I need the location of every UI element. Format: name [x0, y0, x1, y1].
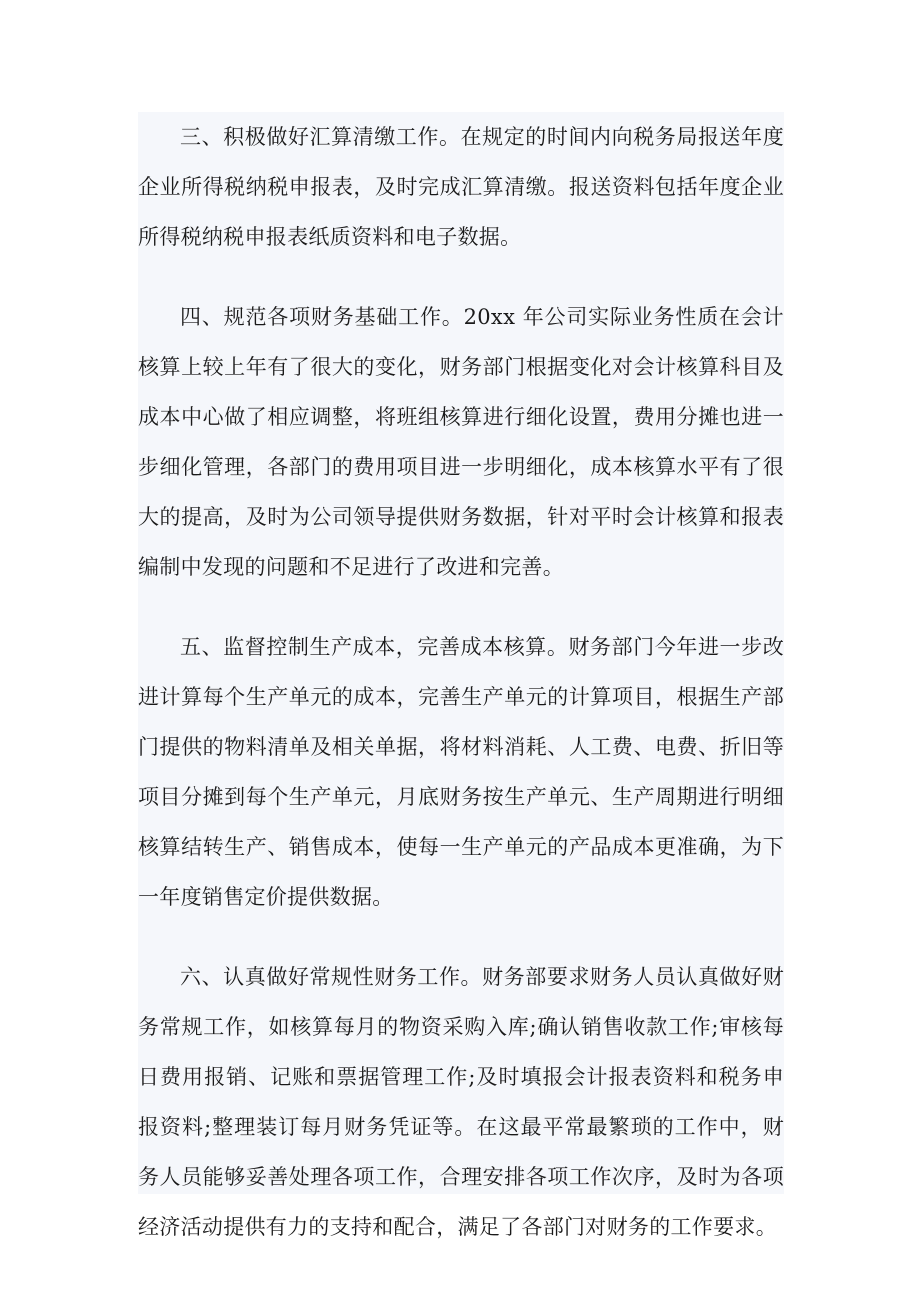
document-body: [138, 112, 784, 1239]
paragraph-gap: [138, 592, 784, 622]
paragraph-gap: [138, 922, 784, 952]
paragraph-5: 五、监督控制生产成本，完善成本核算。财务部门今年进一步改进计算每个生产单元的成本，完善生产单元的计算项目，根据生产部门提供的物料清单及相关单据，将材料消耗、人工费、电费、折旧等项目分摊到每个生产单元，月底财务按生产单元、生产周期进行明细核算结转生产、销售成本，使每一生产单元的产品成本更准确，为下一年度销售定价提供数据。: [138, 635, 784, 909]
paragraph-3: 三、积极做好汇算清缴工作。在规定的时间内向税务局报送年度企业所得税纳税申报表，及时完成汇算清缴。报送资料包括年度企业所得税纳税申报表纸质资料和电子数据。: [138, 125, 784, 249]
paragraph-6: 六、认真做好常规性财务工作。财务部要求财务人员认真做好财务常规工作，如核算每月的物资采购入库;确认销售收款工作;审核每日费用报销、记账和票据管理工作;及时填报会计报表资料和税务申报资料;整理装订每月财务凭证等。在这最平常最繁琐的工作中，财务人员能够妥善处理各项工作，合理安排各项工作次序，及时为各项经济活动提供有力的支持和配合，满足了各部门对财务的工作要求。: [138, 965, 784, 1239]
paragraph-gap: [138, 262, 784, 292]
paragraph-4: 四、规范各项财务基础工作。20xx 年公司实际业务性质在会计核算上较上年有了很大的变化，财务部门根据变化对会计核算科目及成本中心做了相应调整，将班组核算进行细化设置，费用分摊也进一步细化管理，各部门的费用项目进一步明细化，成本核算水平有了很大的提高，及时为公司领导提供财务数据，针对平时会计核算和报表编制中发现的问题和不足进行了改进和完善。: [138, 305, 784, 579]
